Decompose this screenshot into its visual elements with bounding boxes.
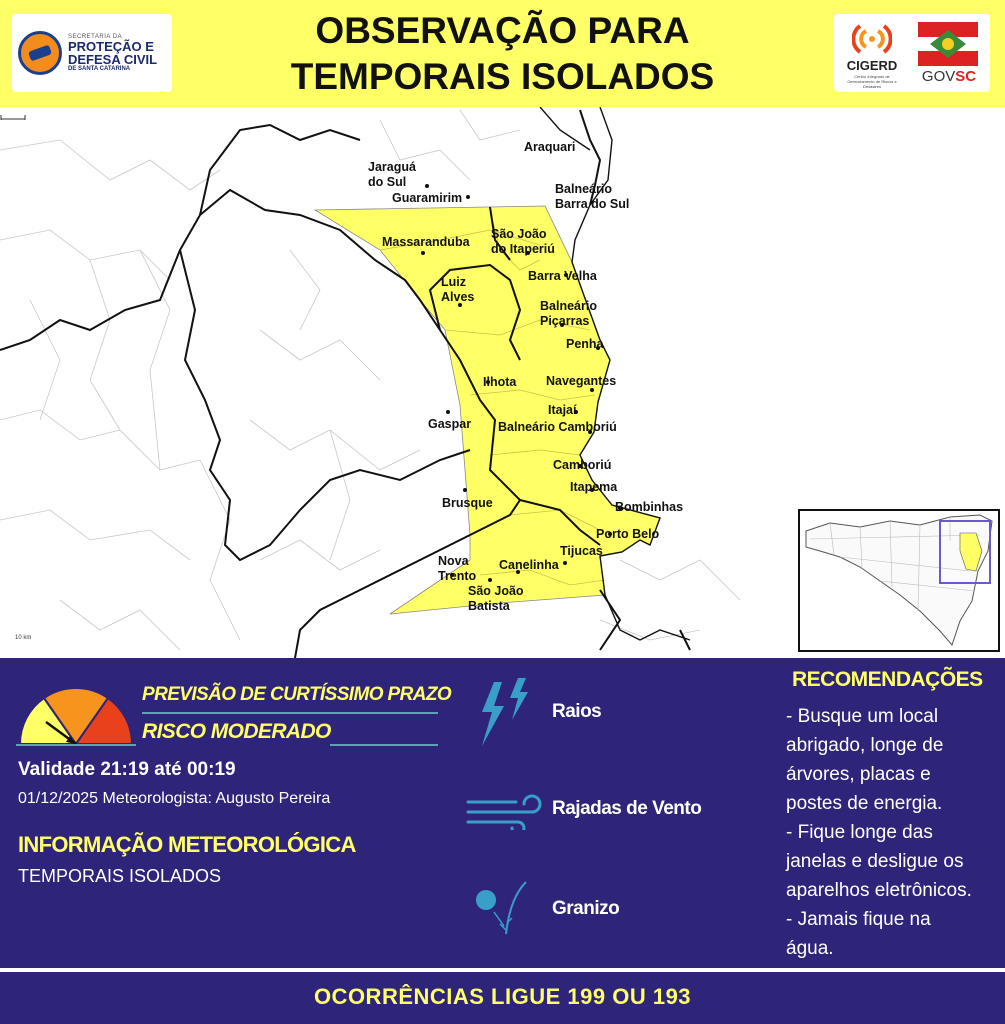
city-label: Barra Velha xyxy=(528,269,597,283)
recommendation-line: aparelhos eletrônicos. xyxy=(786,880,972,901)
gov-text: GOV xyxy=(921,68,956,85)
hazard-label: Rajadas de Vento xyxy=(552,798,702,819)
alert-map xyxy=(0,107,1005,658)
santa-catarina-flag-icon xyxy=(918,22,978,66)
scale-label: 10 km xyxy=(15,635,32,641)
risk-level: RISCO MODERADO xyxy=(142,720,331,743)
validity-period: Validade 21:19 até 00:19 xyxy=(18,759,236,780)
city-label: Balneário Piçarras xyxy=(540,299,597,328)
city-label: São João Batista xyxy=(468,584,524,613)
logo-line-3: DEFESA CIVIL xyxy=(68,52,158,67)
page-title xyxy=(200,8,805,100)
city-label: Guaramirim xyxy=(392,191,463,205)
city-label: Balneário Camboriú xyxy=(498,420,617,434)
risk-gauge-icon xyxy=(16,684,136,748)
cigerd-name: CIGERD xyxy=(846,58,898,73)
emergency-footer: OCORRÊNCIAS LIGUE 199 OU 193 xyxy=(0,972,1005,1024)
city-label: Nova Trento xyxy=(438,554,477,583)
city-label: Canelinha xyxy=(499,558,559,572)
divider-line xyxy=(142,712,438,714)
partner-logos xyxy=(834,14,990,92)
wind-icon xyxy=(466,794,546,830)
logo-line-1: SECRETARIA DA xyxy=(68,34,123,40)
city-label: Itajaí xyxy=(548,403,577,417)
city-label: Massaranduba xyxy=(382,235,470,249)
city-label: Ilhota xyxy=(483,375,517,389)
cigerd-signal-icon xyxy=(852,22,892,56)
date-meteorologist: 01/12/2025 Meteorologista: Augusto Pereira xyxy=(18,790,331,807)
divider-line xyxy=(330,744,438,746)
lightning-icon xyxy=(474,676,534,750)
defesa-civil-logo xyxy=(12,14,172,92)
locator-inset-map xyxy=(798,509,1000,652)
city-label: Penha xyxy=(566,337,604,351)
city-label: Balneário Barra do Sul xyxy=(555,182,630,211)
divider-line xyxy=(16,744,136,746)
info-panel xyxy=(0,658,1005,968)
city-label: Gaspar xyxy=(428,417,472,431)
logo-line-4: DE SANTA CATARINA xyxy=(68,66,131,72)
title-line-1: OBSERVAÇÃO PARA xyxy=(315,10,690,51)
logo-line-2: PROTEÇÃO E xyxy=(68,39,154,54)
city-label: Luiz Alves xyxy=(441,275,475,304)
recommendation-line: água. xyxy=(786,938,834,959)
recommendation-line: - Fique longe das xyxy=(786,822,933,843)
city-label: Brusque xyxy=(442,496,493,510)
recommendations-title: RECOMENDAÇÕES xyxy=(792,668,983,691)
header-banner xyxy=(0,0,1005,107)
recommendation-line: abrigado, longe de xyxy=(786,735,944,756)
govsc-wordmark xyxy=(914,68,984,85)
recommendation-line: árvores, placas e xyxy=(786,764,931,785)
city-label: São João do Itaperiú xyxy=(491,227,555,256)
city-label: Navegantes xyxy=(546,374,617,388)
sc-text: SC xyxy=(955,68,977,85)
recommendation-line: - Busque um local xyxy=(786,706,939,727)
city-label: Camboriú xyxy=(553,458,612,472)
recommendations-list xyxy=(786,702,996,963)
info-text: TEMPORAIS ISOLADOS xyxy=(18,866,222,886)
recommendation-line: - Jamais fique na xyxy=(786,909,931,930)
forecast-type: PREVISÃO DE CURTÍSSIMO PRAZO xyxy=(142,684,452,705)
city-label: Bombinhas xyxy=(615,500,684,514)
city-label: Araquari xyxy=(524,140,576,154)
info-title: INFORMAÇÃO METEOROLÓGICA xyxy=(18,832,356,857)
city-label: Itapema xyxy=(570,480,618,494)
city-label: Porto Belo xyxy=(596,527,660,541)
cigerd-subtitle: Centro Integrado de Gerenciamento de Riscos e Desastres xyxy=(847,74,897,89)
city-label: Tijucas xyxy=(560,544,603,558)
hail-icon xyxy=(470,878,534,942)
recommendation-line: janelas e desligue os xyxy=(786,851,964,872)
city-label: Jaraguá do Sul xyxy=(368,160,416,189)
hazard-label: Granizo xyxy=(552,898,620,919)
hazard-label: Raios xyxy=(552,701,602,722)
defesa-civil-emblem-icon xyxy=(18,31,62,75)
recommendation-line: postes de energia. xyxy=(786,793,943,814)
title-line-2: TEMPORAIS ISOLADOS xyxy=(290,56,715,97)
scale-bar-icon xyxy=(0,107,26,121)
